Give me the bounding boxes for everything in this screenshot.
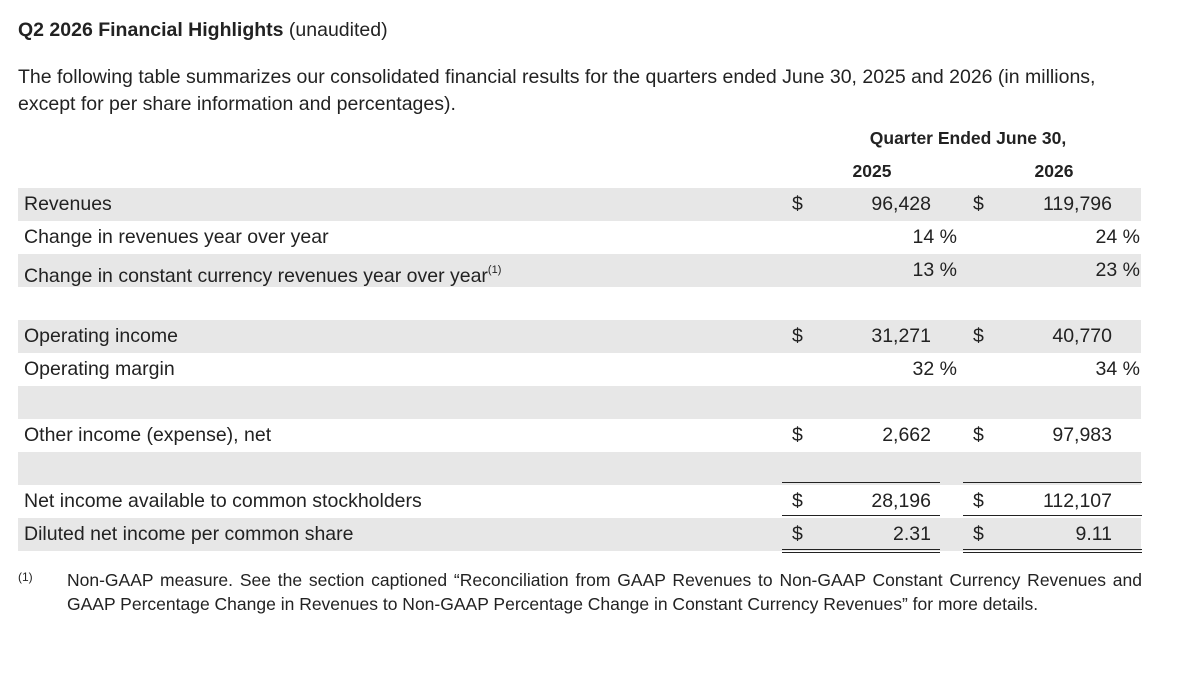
- currency-symbol: $: [792, 424, 803, 446]
- double-rule-2025: [782, 549, 940, 553]
- year-header-2026: 2026: [1034, 161, 1074, 181]
- spacer-row: [18, 452, 1141, 485]
- currency-symbol: $: [973, 193, 984, 215]
- table-row-revenue-change: [18, 221, 1141, 254]
- row-label: Operating margin: [24, 358, 175, 380]
- table-row-other-income: [18, 419, 1141, 452]
- currency-symbol: $: [792, 193, 803, 215]
- value-2026: 24 %: [1095, 226, 1140, 248]
- currency-symbol: $: [973, 325, 984, 347]
- year-header-2025: 2025: [852, 161, 892, 181]
- row-label: Diluted net income per common share: [24, 523, 354, 545]
- value-2026: 112,107: [1042, 490, 1112, 512]
- footnote-marker: (1): [18, 570, 33, 584]
- value-2025: 32 %: [912, 358, 957, 380]
- value-2025: 28,196: [871, 490, 931, 512]
- row-label: Net income available to common stockholders: [24, 490, 422, 512]
- row-label: Revenues: [24, 193, 112, 215]
- table-row-operating-income: [18, 320, 1141, 353]
- row-label: Operating income: [24, 325, 178, 347]
- table-row-constant-currency-change: [18, 254, 1141, 287]
- row-label: [24, 254, 501, 287]
- currency-symbol: $: [792, 325, 803, 347]
- value-2025: 31,271: [871, 325, 931, 347]
- value-2025: 14 %: [912, 226, 957, 248]
- row-label: Change in revenues year over year: [24, 226, 329, 248]
- value-2025: 2,662: [882, 424, 931, 446]
- value-2026: 40,770: [1052, 325, 1112, 347]
- table-row-diluted-eps: [18, 518, 1141, 551]
- page-title: [18, 19, 388, 42]
- rule-top-2025: [782, 482, 940, 483]
- value-2026: 97,983: [1052, 424, 1112, 446]
- value-2026: 9.11: [1075, 523, 1112, 545]
- footnote-text: Non-GAAP measure. See the section captioned “Reconciliation from GAAP Revenues to Non-GAAP Constant Currency Revenues and GAAP Percentage Change in Revenues to Non-GAAP Percentage Change in Constant Currency Revenues” for more details.: [67, 570, 1142, 614]
- double-rule-2026: [963, 549, 1142, 553]
- rule-top-2026: [963, 482, 1142, 483]
- currency-symbol: $: [973, 490, 984, 512]
- period-header: Quarter Ended June 30,: [869, 128, 1067, 148]
- currency-symbol: $: [973, 424, 984, 446]
- currency-symbol: $: [792, 490, 803, 512]
- table-row-revenues: [18, 188, 1141, 221]
- value-2025: 96,428: [871, 193, 931, 215]
- spacer-row: [18, 287, 1141, 320]
- intro-paragraph: The following table summarizes our consolidated financial results for the quarters ended June 30, 2025 and 2026 (in millions, except for per share information and percentages).: [18, 66, 1096, 115]
- table-row-operating-margin: [18, 353, 1141, 386]
- value-2026: 23 %: [1095, 259, 1140, 281]
- title-main: Q2 2026 Financial Highlights: [18, 19, 284, 41]
- rule-mid-2026: [963, 515, 1142, 516]
- value-2026: 119,796: [1042, 193, 1112, 215]
- footnote-reference: (1): [487, 264, 502, 276]
- currency-symbol: $: [792, 523, 803, 545]
- rule-mid-2025: [782, 515, 940, 516]
- row-label-text: Change in constant currency revenues year over year: [24, 265, 488, 287]
- spacer-row: [18, 386, 1141, 419]
- currency-symbol: $: [973, 523, 984, 545]
- table-row-net-income: [18, 485, 1141, 518]
- value-2026: 34 %: [1095, 358, 1140, 380]
- title-qualifier: (unaudited): [288, 19, 388, 41]
- value-2025: 13 %: [912, 259, 957, 281]
- row-label: Other income (expense), net: [24, 424, 272, 446]
- value-2025: 2.31: [893, 523, 931, 545]
